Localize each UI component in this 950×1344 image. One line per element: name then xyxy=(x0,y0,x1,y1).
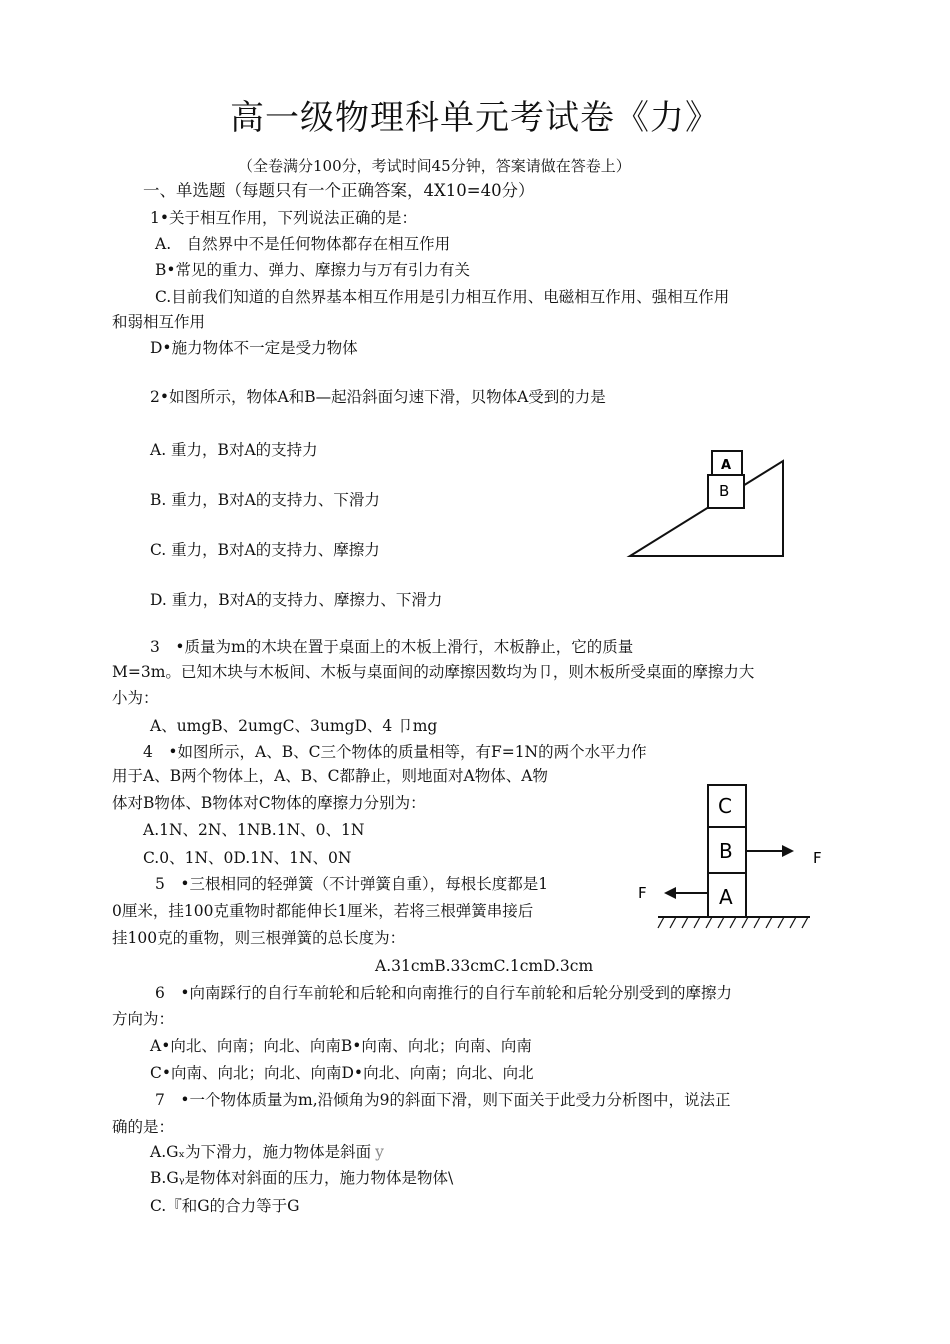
q6-line2: 方向为： xyxy=(112,1010,175,1028)
q5-line3: 挂100克的重物，则三根弹簧的总长度为： xyxy=(112,929,406,947)
q4-line3: 体对B物体、B物体对C物体的摩擦力分别为： xyxy=(112,794,426,812)
q2-option-b: B. 重力，B对A的支持力、下滑力 xyxy=(150,491,380,509)
block-a-label: A xyxy=(721,458,732,473)
q6-options-2: C•向南、向北；向北、向南D•向北、向南；向北、向北 xyxy=(150,1064,534,1082)
q3-line1: 3 •质量为m的木块在置于桌面上的木板上滑行，木板静止，它的质量 xyxy=(150,638,634,656)
q7-option-c: C.『和G的合力等于G xyxy=(150,1197,300,1215)
section-heading: 一、单选题（每题只有一个正确答案，4X10=40分） xyxy=(143,181,535,200)
q7-option-a-tail: y xyxy=(375,1143,384,1161)
block-b-label: B xyxy=(719,839,733,863)
incline-plane xyxy=(630,461,783,556)
q6-options-1: A•向北、向南；向北、向南B•向南、向北；向南、向南 xyxy=(150,1037,532,1055)
q1-option-b: B•常见的重力、弹力、摩擦力与万有引力有关 xyxy=(155,261,471,279)
q3-options: A、umgB、2umgC、3umgD、4 卩mg xyxy=(150,717,438,735)
ground-hatching xyxy=(658,917,808,928)
block-b-label: B xyxy=(719,482,730,500)
q7-option-a-text: A.Gₓ为下滑力，施力物体是斜面 xyxy=(150,1143,372,1161)
q7-option-a xyxy=(150,1142,384,1162)
q4-options-2: C.0、1N、0D.1N、1N、0N xyxy=(143,849,352,867)
q7-line2: 确的是： xyxy=(112,1118,175,1136)
q4-line2: 用于A、B两个物体上，A、B、C都静止，则地面对A物体、A物 xyxy=(112,767,548,785)
force-arrowhead-left xyxy=(664,887,676,899)
q5-options: A.31cmB.33cmC.1cmD.3cm xyxy=(375,957,594,975)
q2-stem: 2•如图所示，物体A和B—起沿斜面匀速下滑，贝物体A受到的力是 xyxy=(150,388,606,406)
q5-line2: 0厘米，挂100克重物时都能伸长1厘米，若将三根弹簧串接后 xyxy=(112,902,534,920)
q2-option-a: A. 重力，B对A的支持力 xyxy=(150,441,318,459)
force-arrowhead-right xyxy=(782,845,794,857)
q1-stem: 1•关于相互作用，下列说法正确的是： xyxy=(150,209,418,227)
q2-option-c: C. 重力，B对A的支持力、摩擦力 xyxy=(150,541,380,559)
q7-option-b: B.Gᵧ是物体对斜面的压力，施力物体是物体\ xyxy=(150,1169,454,1187)
q1-option-d: D•施力物体不一定是受力物体 xyxy=(150,339,358,357)
page-title: 高一级物理科单元考试卷《力》 xyxy=(230,98,720,138)
q3-line3: 小为： xyxy=(112,689,159,707)
exam-subtitle: （全卷满分100分，考试时间45分钟，答案请做在答卷上） xyxy=(238,157,631,175)
block-a-label: A xyxy=(719,885,733,909)
q5-line1: 5 •三根相同的轻弹簧（不计弹簧自重），每根长度都是1 xyxy=(155,875,549,893)
q1-option-c: C.目前我们知道的自然界基本相互作用是引力相互作用、电磁相互作用、强相互作用 xyxy=(155,288,730,306)
q3-line2: M=3m。已知木块与木板间、木板与桌面间的动摩擦因数均为卩，则木板所受桌面的摩擦力大 xyxy=(112,663,755,681)
q4-line1: 4 •如图所示，A、B、C三个物体的质量相等，有F=1N的两个水平力作 xyxy=(143,743,647,761)
q6-line1: 6 •向南踩行的自行车前轮和后轮和向南推行的自行车前轮和后轮分别受到的摩擦力 xyxy=(155,984,733,1002)
q7-line1: 7 •一个物体质量为m,沿倾角为9的斜面下滑，则下面关于此受力分析图中，说法正 xyxy=(155,1091,731,1109)
q1-option-c-cont: 和弱相互作用 xyxy=(112,313,206,331)
force-label-left: F xyxy=(638,884,647,902)
incline-diagram xyxy=(620,440,800,565)
q4-options-1: A.1N、2N、1NB.1N、0、1N xyxy=(143,821,365,839)
force-label-right: F xyxy=(813,849,822,867)
stacked-blocks-diagram xyxy=(630,778,835,938)
q1-option-a: A. 自然界中不是任何物体都存在相互作用 xyxy=(155,235,451,253)
block-c-label: C xyxy=(718,794,732,818)
q2-option-d: D. 重力，B对A的支持力、摩擦力、下滑力 xyxy=(150,591,443,609)
